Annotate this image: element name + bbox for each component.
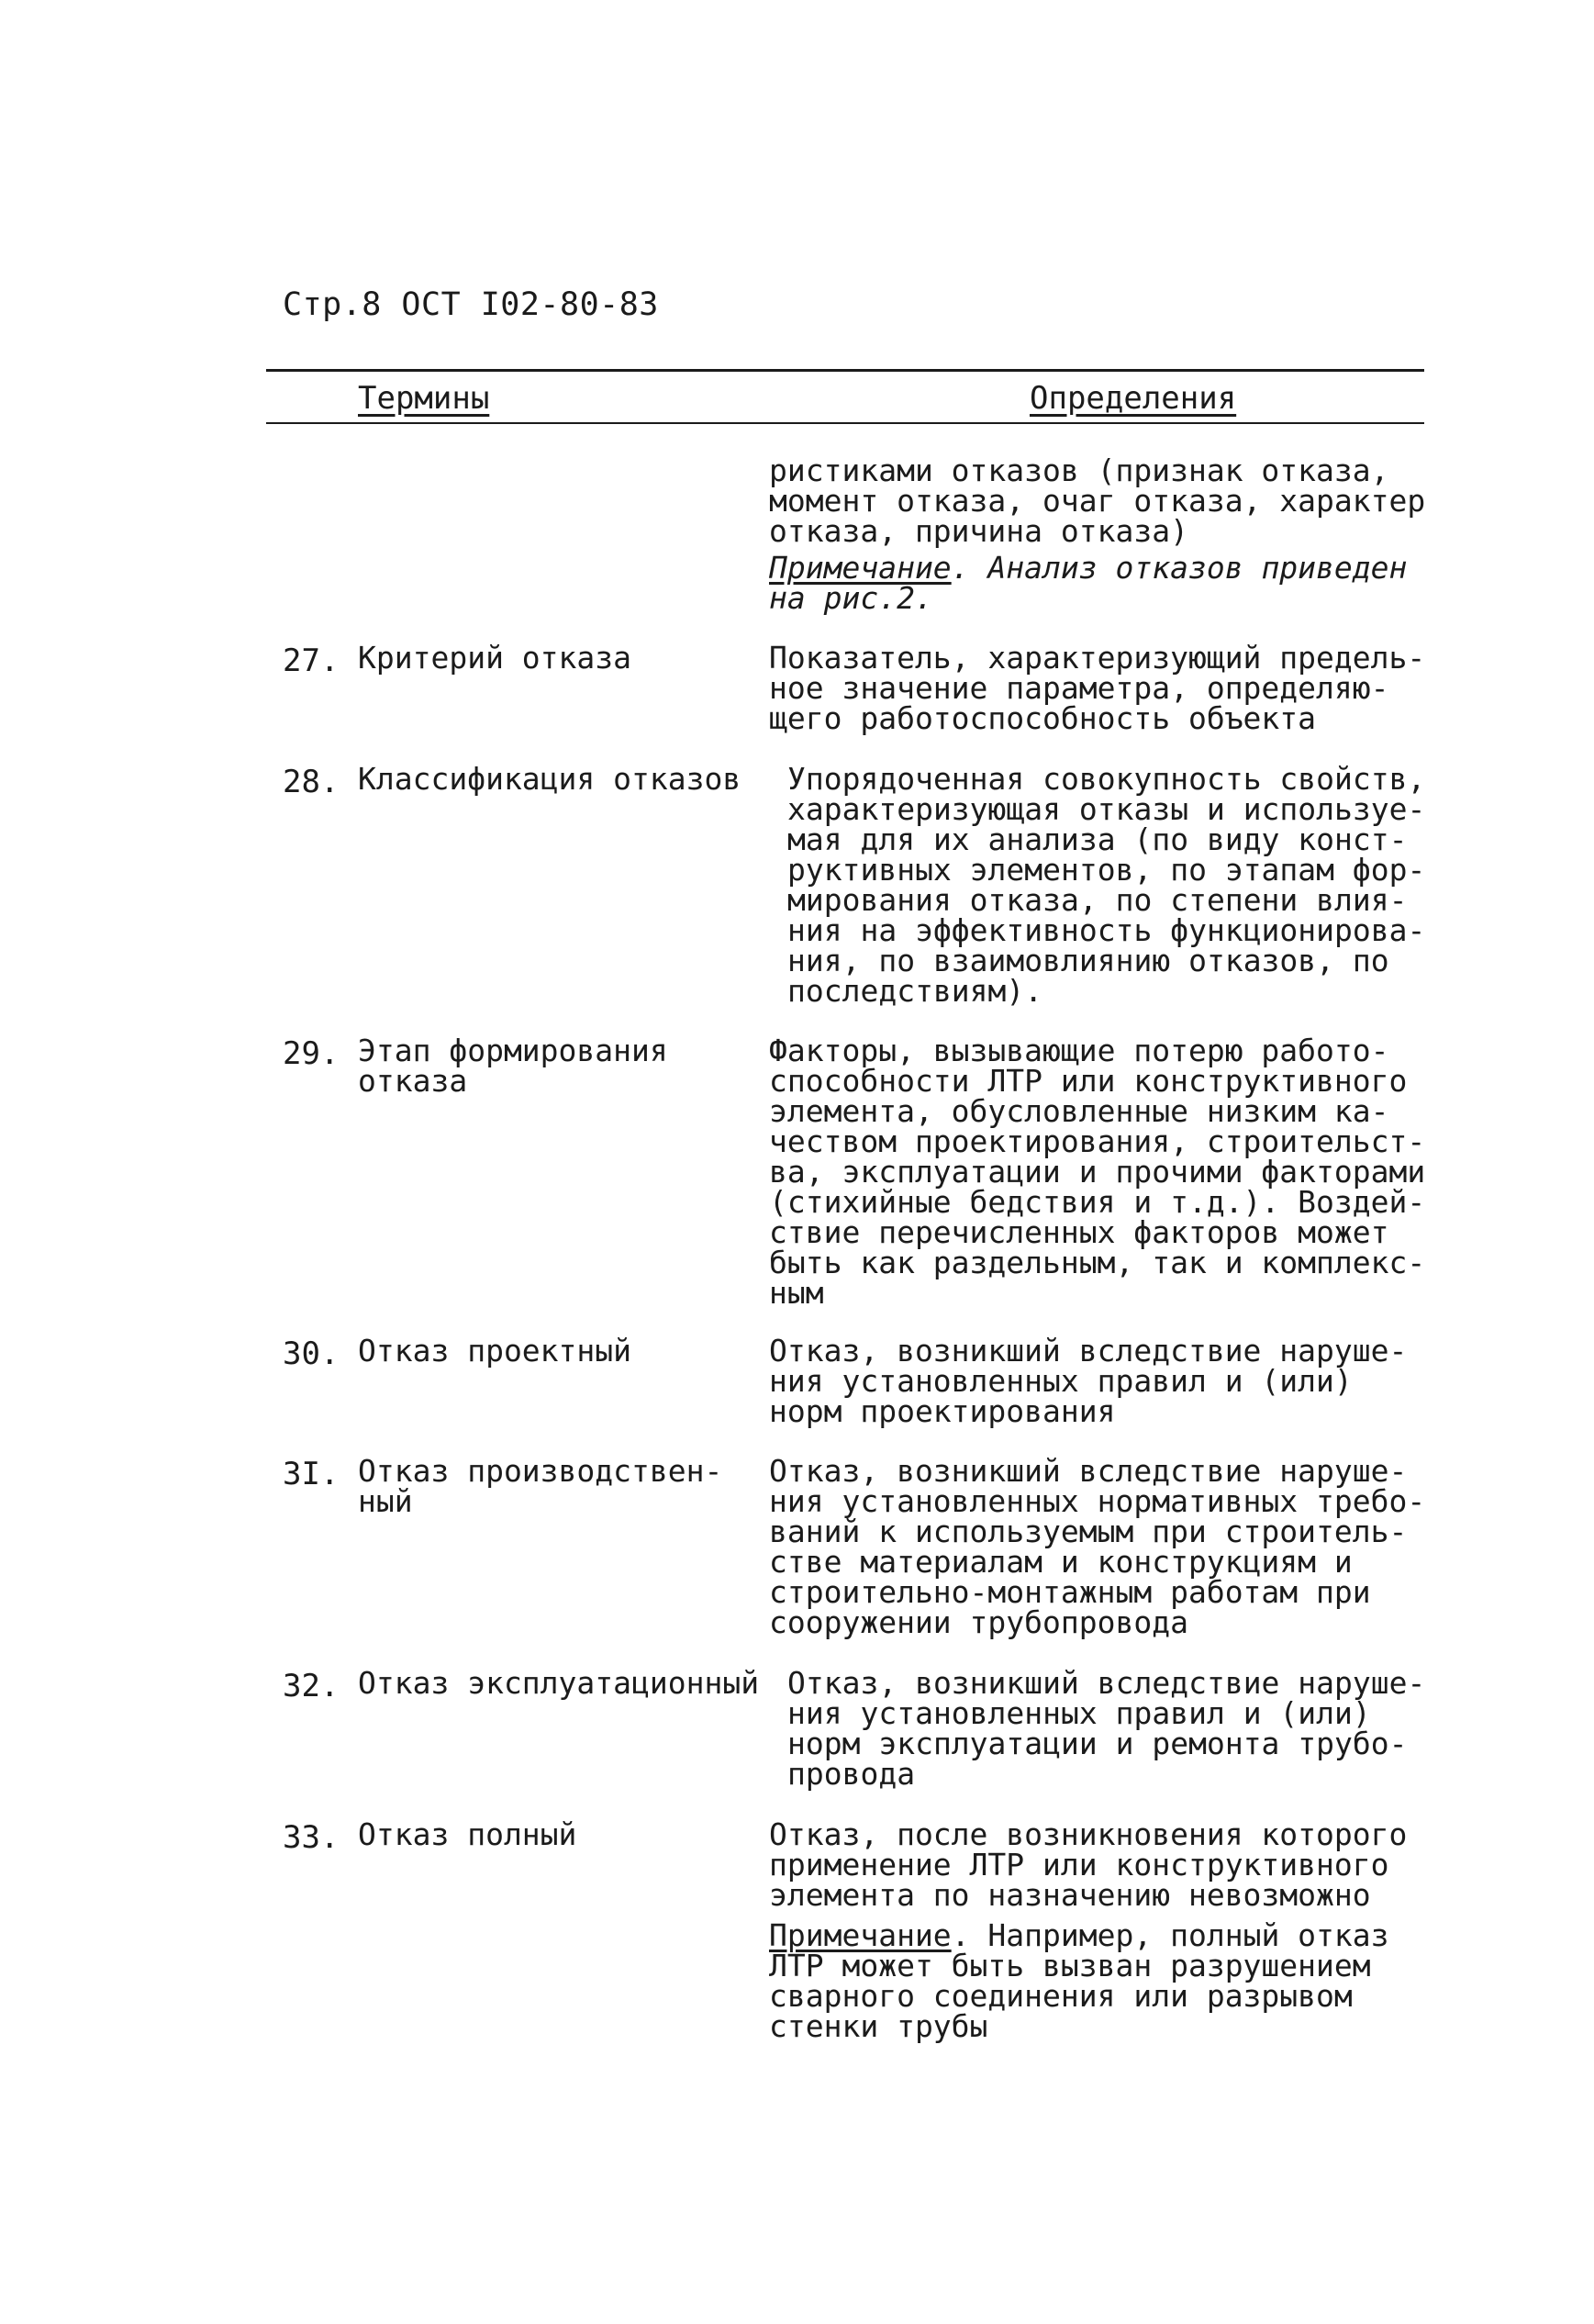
continued-note [769,550,1408,616]
term-number-29: 29. [283,1035,340,1072]
term-number-27: 27. [283,642,340,679]
term-33: Отказ полный [358,1816,577,1852]
definition-30: Отказ, возникший вследствие наруше- ния установленных правил и (или) норм проектирования [769,1333,1408,1429]
table-top-rule [266,369,1424,372]
note-text: . Анализ отказов приведен на рис.2. [769,550,1408,616]
term-number-33: 33. [283,1819,340,1856]
definition-32: Отказ, возникший вследствие наруше- ния установленных правил и (или) норм эксплуатации и ремонта трубо- провода [787,1665,1426,1792]
term-number-31: 3I. [283,1456,340,1492]
term-27: Критерий отказа [358,640,632,676]
table-header-rule [266,422,1424,424]
term-30: Отказ проектный [358,1333,632,1369]
definition-27: Показатель, характеризующий предель- ное значение параметра, определяю- щего работоспособность объекта [769,640,1426,736]
definition-31: Отказ, возникший вследствие наруше- ния установленных нормативных требо- ваний к используемым при строитель- стве материалам и конструкциям и строительно-монтажным работам при сооружении трубопровода [769,1453,1426,1640]
note-33 [769,1917,1389,2044]
note-label: Примечание [769,1917,952,1953]
definition-28: Упорядоченная совокупность свойств, характеризующая отказы и используе- мая для их анализа (по виду конст- руктивных элементов, по этапам фор- мирования отказа, по степени влия- ния на эффективность функционирова- ния, по взаимовлиянию отказов, по последствиям). [787,761,1426,1009]
term-31: Отказ производствен- ный [358,1453,723,1519]
term-29: Этап формирования отказа [358,1033,668,1099]
term-number-32: 32. [283,1668,340,1704]
term-32: Отказ эксплуатационный [358,1665,760,1701]
column-header-definitions: Определения [1030,380,1237,417]
term-number-30: 30. [283,1335,340,1372]
note-text: . Например, полный отказ ЛТР может быть вызван разрушением сварного соединения или разрывом стенки трубы [769,1917,1389,2044]
continued-definition: ристиками отказов (признак отказа, момент отказа, очаг отказа, характер отказа, причина отказа) [769,453,1426,549]
term-number-28: 28. [283,764,340,800]
definition-29: Факторы, вызывающие потерю работо- способности ЛТР или конструктивного элемента, обусловленные низким ка- чеством проектирования, строительст- ва, эксплуатации и прочими факторами (стихийные бедствия и т.д.). Воздей- ствие перечисленных факторов может быть как раздельным, так и комплекс- ным [769,1033,1426,1311]
note-label: Примечание [769,550,952,586]
term-28: Классификация отказов [358,761,741,797]
definition-33: Отказ, после возникновения которого применение ЛТР или конструктивного элемента по назначению невозможно [769,1816,1408,1913]
page-header: Стр.8 ОСТ I02-80-83 [283,286,659,323]
column-header-terms: Термины [358,380,490,417]
